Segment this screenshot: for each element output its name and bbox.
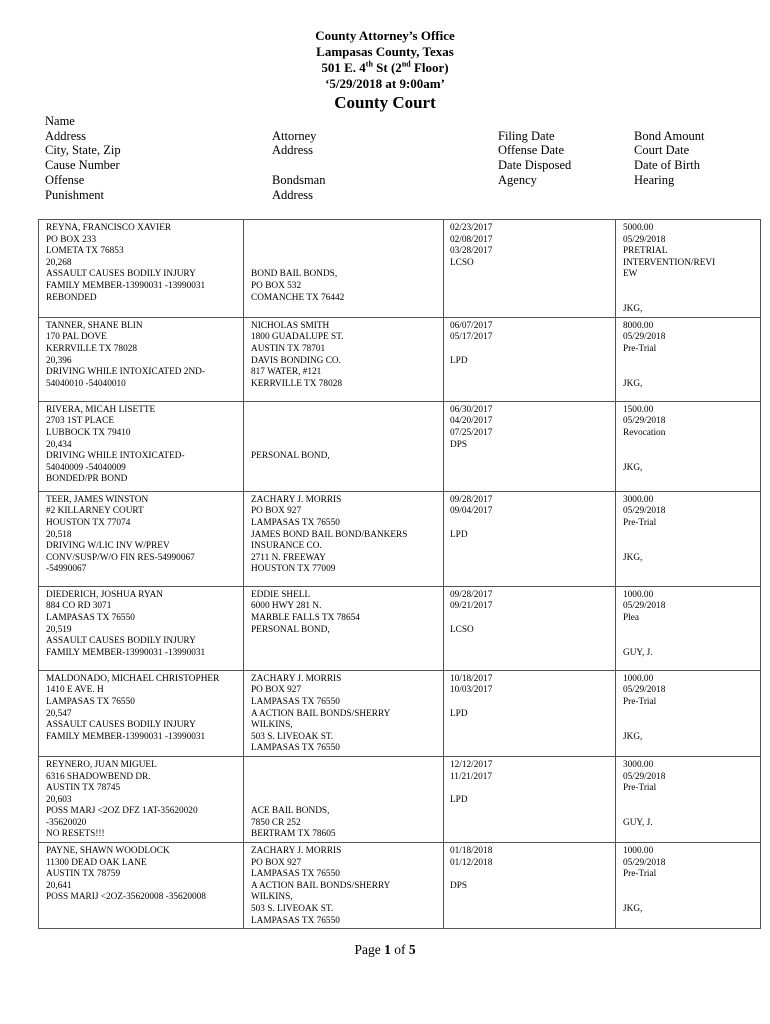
attorney-bondsman-cell: ZACHARY J. MORRIS PO BOX 927 LAMPASAS TX 76550 A ACTION BAIL BONDS/SHERRY WILKINS, 503 S. LIVEOAK ST. LAMPASAS TX 76550 [244, 843, 444, 929]
dates-agency-cell: 06/30/2017 04/20/2017 07/25/2017 DPS [444, 401, 616, 491]
bond-court-cell: 8000.00 05/29/2018 Pre-Trial JKG, [616, 317, 761, 401]
dates-agency-cell: 02/23/2017 02/08/2017 03/28/2017 LCSO [444, 220, 616, 318]
heading-col-dates: Filing Date Offense Date Date Disposed Agency [498, 128, 572, 187]
dates-agency-cell: 09/28/2017 09/21/2017 LCSO [444, 586, 616, 670]
defendant-cell: MALDONADO, MICHAEL CHRISTOPHER 1410 E AVE. H LAMPASAS TX 76550 20,547 ASSAULT CAUSES BODILY INJURY FAMILY MEMBER-13990031 -13990031 [39, 670, 244, 756]
defendant-cell: REYNERO, JUAN MIGUEL 6316 SHADOWBEND DR. AUSTIN TX 78745 20,603 POSS MARJ <2OZ DFZ 1AT-35620020 -35620020 NO RESETS!!! [39, 756, 244, 842]
bond-court-cell: 5000.00 05/29/2018 PRETRIAL INTERVENTION/REVI EW JKG, [616, 220, 761, 318]
office-address: 501 E. 4th St (2nd Floor) [321, 59, 449, 75]
defendant-cell: TEER, JAMES WINSTON #2 KILLARNEY COURT HOUSTON TX 77074 20,518 DRIVING W/LIC INV W/PREV CONV/SUSP/W/O FIN RES-54990067 -54990067 [39, 491, 244, 586]
table-row [39, 491, 761, 586]
table-row [39, 220, 761, 318]
bond-court-cell: 3000.00 05/29/2018 Pre-Trial GUY, J. [616, 756, 761, 842]
bond-court-cell: 1000.00 05/29/2018 Plea GUY, J. [616, 586, 761, 670]
attorney-bondsman-cell: NICHOLAS SMITH 1800 GUADALUPE ST. AUSTIN TX 78701 DAVIS BONDING CO. 817 WATER, #121 KERRVILLE TX 78028 [244, 317, 444, 401]
defendant-cell: TANNER, SHANE BLIN 170 PAL DOVE KERRVILLE TX 78028 20,396 DRIVING WHILE INTOXICATED 2ND- 54040010 -54040010 [39, 317, 244, 401]
docket-table [38, 219, 761, 929]
attorney-bondsman-cell: ZACHARY J. MORRIS PO BOX 927 LAMPASAS TX 76550 JAMES BOND BAIL BOND/BANKERS INSURANCE CO. 2711 N. FREEWAY HOUSTON TX 77009 [244, 491, 444, 586]
heading-col-bond: Bond Amount Court Date Date of Birth Hearing [634, 128, 705, 187]
table-row [39, 756, 761, 842]
dates-agency-cell: 10/18/2017 10/03/2017 LPD [444, 670, 616, 756]
heading-col-attorney: Attorney Address Bondsman Address [272, 128, 326, 202]
attorney-bondsman-cell: EDDIE SHELL 6000 HWY 281 N. MARBLE FALLS TX 78654 PERSONAL BOND, [244, 586, 444, 670]
table-row [39, 670, 761, 756]
dates-agency-cell: 06/07/2017 05/17/2017 LPD [444, 317, 616, 401]
table-row [39, 401, 761, 491]
office-name: County Attorney’s Office [315, 28, 455, 43]
page-number: Page 1 of 5 [354, 942, 416, 957]
attorney-bondsman-cell: PERSONAL BOND, [244, 401, 444, 491]
heading-col-defendant: Name Address City, State, Zip Cause Number Offense Punishment [45, 114, 121, 202]
court-title: County Court [334, 93, 436, 112]
dates-agency-cell: 12/12/2017 11/21/2017 LPD [444, 756, 616, 842]
county-name: Lampasas County, Texas [316, 44, 454, 59]
defendant-cell: DIEDERICH, JOSHUA RYAN 884 CO RD 3071 LAMPASAS TX 76550 20,519 ASSAULT CAUSES BODILY INJURY FAMILY MEMBER-13990031 -13990031 [39, 586, 244, 670]
attorney-bondsman-cell: BOND BAIL BONDS, PO BOX 532 COMANCHE TX 76442 [244, 220, 444, 318]
bond-court-cell: 1500.00 05/29/2018 Revocation JKG, [616, 401, 761, 491]
defendant-cell: REYNA, FRANCISCO XAVIER PO BOX 233 LOMETA TX 76853 20,268 ASSAULT CAUSES BODILY INJURY FAMILY MEMBER-13990031 -13990031 REBONDED [39, 220, 244, 318]
attorney-bondsman-cell: ACE BAIL BONDS, 7850 CR 252 BERTRAM TX 78605 [244, 756, 444, 842]
defendant-cell: PAYNE, SHAWN WOODLOCK 11300 DEAD OAK LANE AUSTIN TX 78759 20,641 POSS MARIJ <2OZ-35620008 -35620008 [39, 843, 244, 929]
defendant-cell: RIVERA, MICAH LISETTE 2703 1ST PLACE LUBBOCK TX 79410 20,434 DRIVING WHILE INTOXICATED- 54040009 -54040009 BONDED/PR BOND [39, 401, 244, 491]
table-row [39, 843, 761, 929]
table-row [39, 586, 761, 670]
table-row [39, 317, 761, 401]
document-header [0, 28, 770, 114]
docket-datetime: ‘5/29/2018 at 9:00am’ [325, 76, 445, 91]
dates-agency-cell: 09/28/2017 09/04/2017 LPD [444, 491, 616, 586]
bond-court-cell: 1000.00 05/29/2018 Pre-Trial JKG, [616, 670, 761, 756]
attorney-bondsman-cell: ZACHARY J. MORRIS PO BOX 927 LAMPASAS TX 76550 A ACTION BAIL BONDS/SHERRY WILKINS, 503 S. LIVEOAK ST. LAMPASAS TX 76550 [244, 670, 444, 756]
dates-agency-cell: 01/18/2018 01/12/2018 DPS [444, 843, 616, 929]
bond-court-cell: 3000.00 05/29/2018 Pre-Trial JKG, [616, 491, 761, 586]
bond-court-cell: 1000.00 05/29/2018 Pre-Trial JKG, [616, 843, 761, 929]
